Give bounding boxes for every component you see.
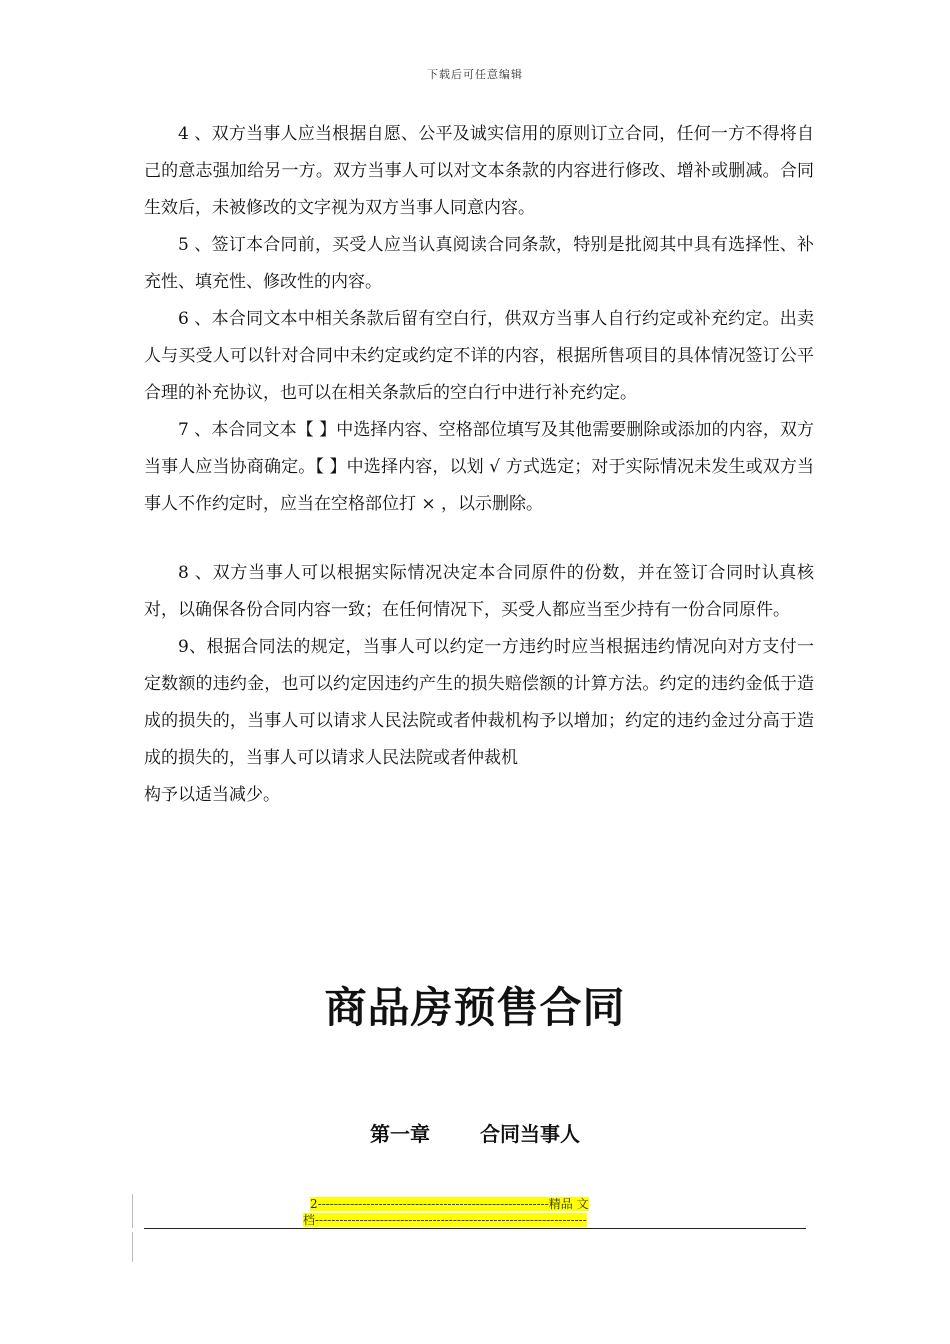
chapter-name: 合同当事人 — [480, 1122, 580, 1146]
document-title: 商品房预售合同 — [324, 983, 626, 1032]
footer-line-2: 档------------------------------------------------------------------- — [303, 1213, 587, 1227]
clause-5: 5 、签订本合同前，买受人应当认真阅读合同条款，特别是批阅其中具有选择性、补充性、填充性、修改性的内容。 — [144, 235, 814, 292]
blank-line — [144, 523, 814, 555]
margin-marker — [132, 1232, 133, 1262]
clause-6: 6 、本合同文本中相关条款后留有空白行，供双方当事人自行约定或补充约定。出卖人与买受人可以针对合同中未约定或约定不详的内容，根据所售项目的具体情况签订公平合理的补充协议，也可以在相关条款后的空白行中进行补充约定。 — [144, 309, 814, 403]
document-body — [144, 116, 814, 814]
page-header: 下载后可任意编辑 — [427, 68, 523, 81]
clause-4: 4 、双方当事人应当根据自愿、公平及诚实信用的原则订立合同，任何一方不得将自己的意志强加给另一方。双方当事人可以对文本条款的内容进行修改、增补或删减。合同生效后，未被修改的文字视为双方当事人同意内容。 — [144, 124, 814, 218]
margin-marker — [132, 1194, 133, 1228]
clause-7: 7 、本合同文本【 】中选择内容、空格部位填写及其他需要删除或添加的内容，双方当事人应当协商确定。【 】中选择内容，以划 √ 方式选定；对于实际情况未发生或双方当事人不作约定时，应当在空格部位打 × ，以示删除。 — [144, 420, 814, 514]
clause-9-continuation: 构予以适当减少。 — [144, 785, 280, 805]
chapter-heading — [0, 1118, 950, 1147]
clause-8: 8 、双方当事人可以根据实际情况决定本合同原件的份数，并在签订合同时认真核对，以确保各份合同内容一致；在任何情况下，买受人都应当至少持有一份合同原件。 — [144, 563, 814, 620]
clause-9: 9、根据合同法的规定，当事人可以约定一方违约时应当根据违约情况向对方支付一定数额的违约金，也可以约定因违约产生的损失赔偿额的计算方法。约定的违约金低于造成的损失的，当事人可以请求人民法院或者仲裁机构予以增加；约定的违约金过分高于造成的损失的，当事人可以请求人民法院或者仲裁机 — [144, 637, 814, 768]
footer-line-1: 2---------------------------------------------------------精品 文 — [310, 1197, 589, 1211]
footer-divider — [144, 1228, 806, 1229]
chapter-number: 第一章 — [370, 1122, 430, 1146]
